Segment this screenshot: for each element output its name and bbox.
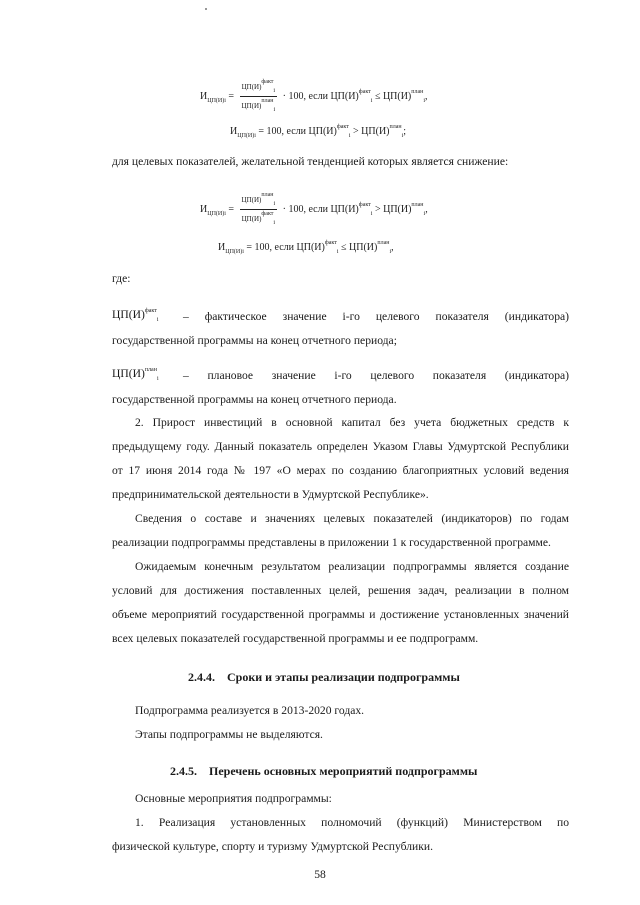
page-number: 58 xyxy=(314,868,326,881)
reduction-intro: для целевых показателей, желательной тенденцией которых является снижение: xyxy=(112,155,509,168)
p2-line-1: 2. Прирост инвестиций в основной капитал без учета бюджетных средств к xyxy=(135,416,569,429)
def-fact-line-2: государственной программы на конец отчетного периода; xyxy=(112,334,397,347)
scan-speck xyxy=(205,8,207,10)
p3-line-2: реализации подпрограммы представлены в приложении 1 к государственной программе. xyxy=(112,536,551,549)
heading-2-4-5: 2.4.5. Перечень основных мероприятий подпрограммы xyxy=(170,764,478,778)
where-label: где: xyxy=(112,272,131,285)
p4-line-2: условий для достижения поставленных целей, решения задач, реализации в полном xyxy=(112,584,569,597)
p2-line-4: предпринимательской деятельности в Удмуртской Республике». xyxy=(112,488,429,501)
def-plan-symbol: $ЦП(И)^{план}_i$ xyxy=(112,367,159,382)
def-fact-line-1: – фактическое значение i-го целевого показателя (индикатора) xyxy=(183,310,569,323)
s245-line-1: Основные мероприятия подпрограммы: xyxy=(135,792,332,805)
p4-line-4: всех целевых показателей государственной программы и ее подпрограмм. xyxy=(112,632,479,645)
def-fact-symbol: $ЦП(И)^{факт}_i$ xyxy=(112,308,159,323)
p3-line-1: Сведения о составе и значениях целевых показателей (индикаторов) по годам xyxy=(135,512,569,525)
formula-3-fraction: $\frac{ЦП(И)^{план}_i}{ЦП(И)^{факт}_i}$ xyxy=(241,192,276,226)
p4-line-1: Ожидаемым конечным результатом реализации подпрограммы является создание xyxy=(135,560,569,573)
formula-2: $И_{ЦП(И)i} = 100$, если $ЦП(И)^{факт}_i > ЦП(И)^{план}_i$; xyxy=(230,124,407,139)
formula-1-fraction: $\frac{ЦП(И)^{факт}_i}{ЦП(И)^{план}_i}$ xyxy=(241,79,276,113)
s244-line-1: Подпрограмма реализуется в 2013-2020 годах. xyxy=(135,704,365,717)
s245-line-2: 1. Реализация установленных полномочий (функций) Министерством по xyxy=(135,816,569,829)
formula-3: $И_{ЦП(И)i}$ = $\frac{ЦП(И)^{план}_i}{ЦП(И)^{факт}_i}$ · 100, если $ЦП(И)^{факт}_i > ЦП(И)^{план}_i$, xyxy=(200,192,428,226)
s244-line-2: Этапы подпрограммы не выделяются. xyxy=(135,728,323,741)
p2-line-3: от 17 июня 2014 года № 197 «О мерах по созданию благоприятных условий ведения xyxy=(112,464,569,477)
formula-1: $И_{ЦП(И)i}$ = $\frac{ЦП(И)^{факт}_i}{ЦП(И)^{план}_i}$ · 100, если $ЦП(И)^{факт}_i \le ЦП(И)^{план}_i$, xyxy=(200,79,428,113)
heading-2-4-4: 2.4.4. Сроки и этапы реализации подпрограммы xyxy=(188,670,460,684)
p2-line-2: предыдущему году. Данный показатель определен Указом Главы Удмуртской Республики xyxy=(112,440,569,453)
p4-line-3: объеме мероприятий государственной программы и достижение установленных значений xyxy=(112,608,569,621)
def-plan-line-1: – плановое значение i-го целевого показателя (индикатора) xyxy=(183,369,569,382)
formula-4: $И_{ЦП(И)i} = 100$, если $ЦП(И)^{факт}_i \le ЦП(И)^{план}_i$, xyxy=(218,240,394,255)
def-plan-line-2: государственной программы на конец отчетного периода. xyxy=(112,393,397,406)
s245-line-3: физической культуре, спорту и туризму Удмуртской Республики. xyxy=(112,840,433,853)
